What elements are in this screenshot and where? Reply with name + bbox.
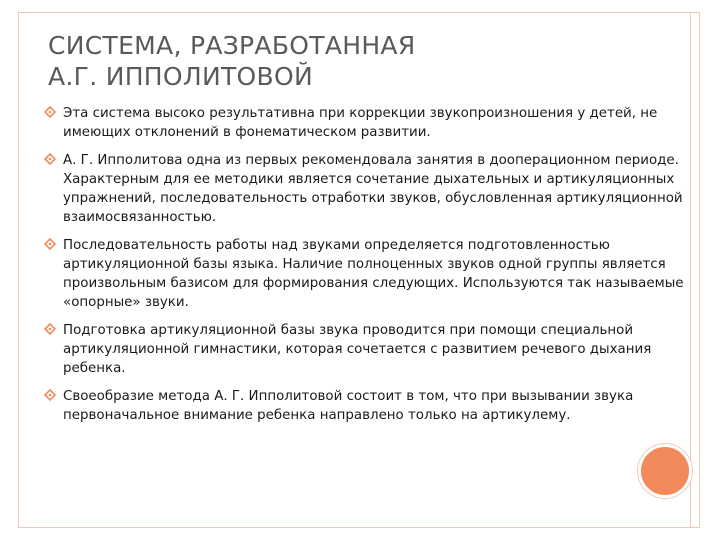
diamond-bullet-icon bbox=[44, 389, 56, 401]
bullet-item bbox=[44, 236, 684, 312]
diamond-bullet-icon bbox=[44, 323, 56, 335]
diamond-bullet-icon bbox=[44, 238, 56, 250]
slide-title bbox=[48, 30, 648, 92]
bullet-text: А. Г. Ипполитова одна из первых рекомендовала занятия в дооперационном периоде. Характерным для ее методики является сочетание дыхательных и артикуляционных упражнений, последовательность отработки звуков, обусловленная артикуляционной взаимосвязанностью. bbox=[63, 153, 683, 225]
bullet-item bbox=[44, 151, 684, 227]
slide-title-line-2: А.Г. ИППОЛИТОВОЙ bbox=[48, 62, 313, 91]
bullet-text: Подготовка артикуляционной базы звука проводится при помощи специальной артикуляционной гимнастики, которая сочетается с развитием речевого дыхания ребенка. bbox=[63, 323, 652, 376]
bullet-item bbox=[44, 321, 684, 378]
bullet-text: Последовательность работы над звуками определяется подготовленностью артикуляционной базы языка. Наличие полноценных звуков одной группы является произвольным базисом для формирования следующих. Используются так называемые «опорные» звуки. bbox=[63, 238, 684, 310]
bullet-list bbox=[44, 104, 684, 434]
bullet-text: Эта система высоко результативна при коррекции звукопроизношения у детей, не имеющих отклонений в фонематическом развитии. bbox=[63, 106, 658, 140]
diamond-bullet-icon bbox=[44, 153, 56, 165]
slide-frame-right-border bbox=[690, 12, 696, 528]
accent-circle bbox=[638, 444, 692, 498]
bullet-text: Своеобразие метода А. Г. Ипполитовой состоит в том, что при вызывании звука первоначальное внимание ребенка направлено только на артикулему. bbox=[63, 389, 634, 423]
bullet-item bbox=[44, 104, 684, 142]
diamond-bullet-icon bbox=[44, 106, 56, 118]
slide-title-line-1: СИСТЕМА, РАЗРАБОТАННАЯ bbox=[48, 31, 416, 60]
bullet-item bbox=[44, 387, 684, 425]
